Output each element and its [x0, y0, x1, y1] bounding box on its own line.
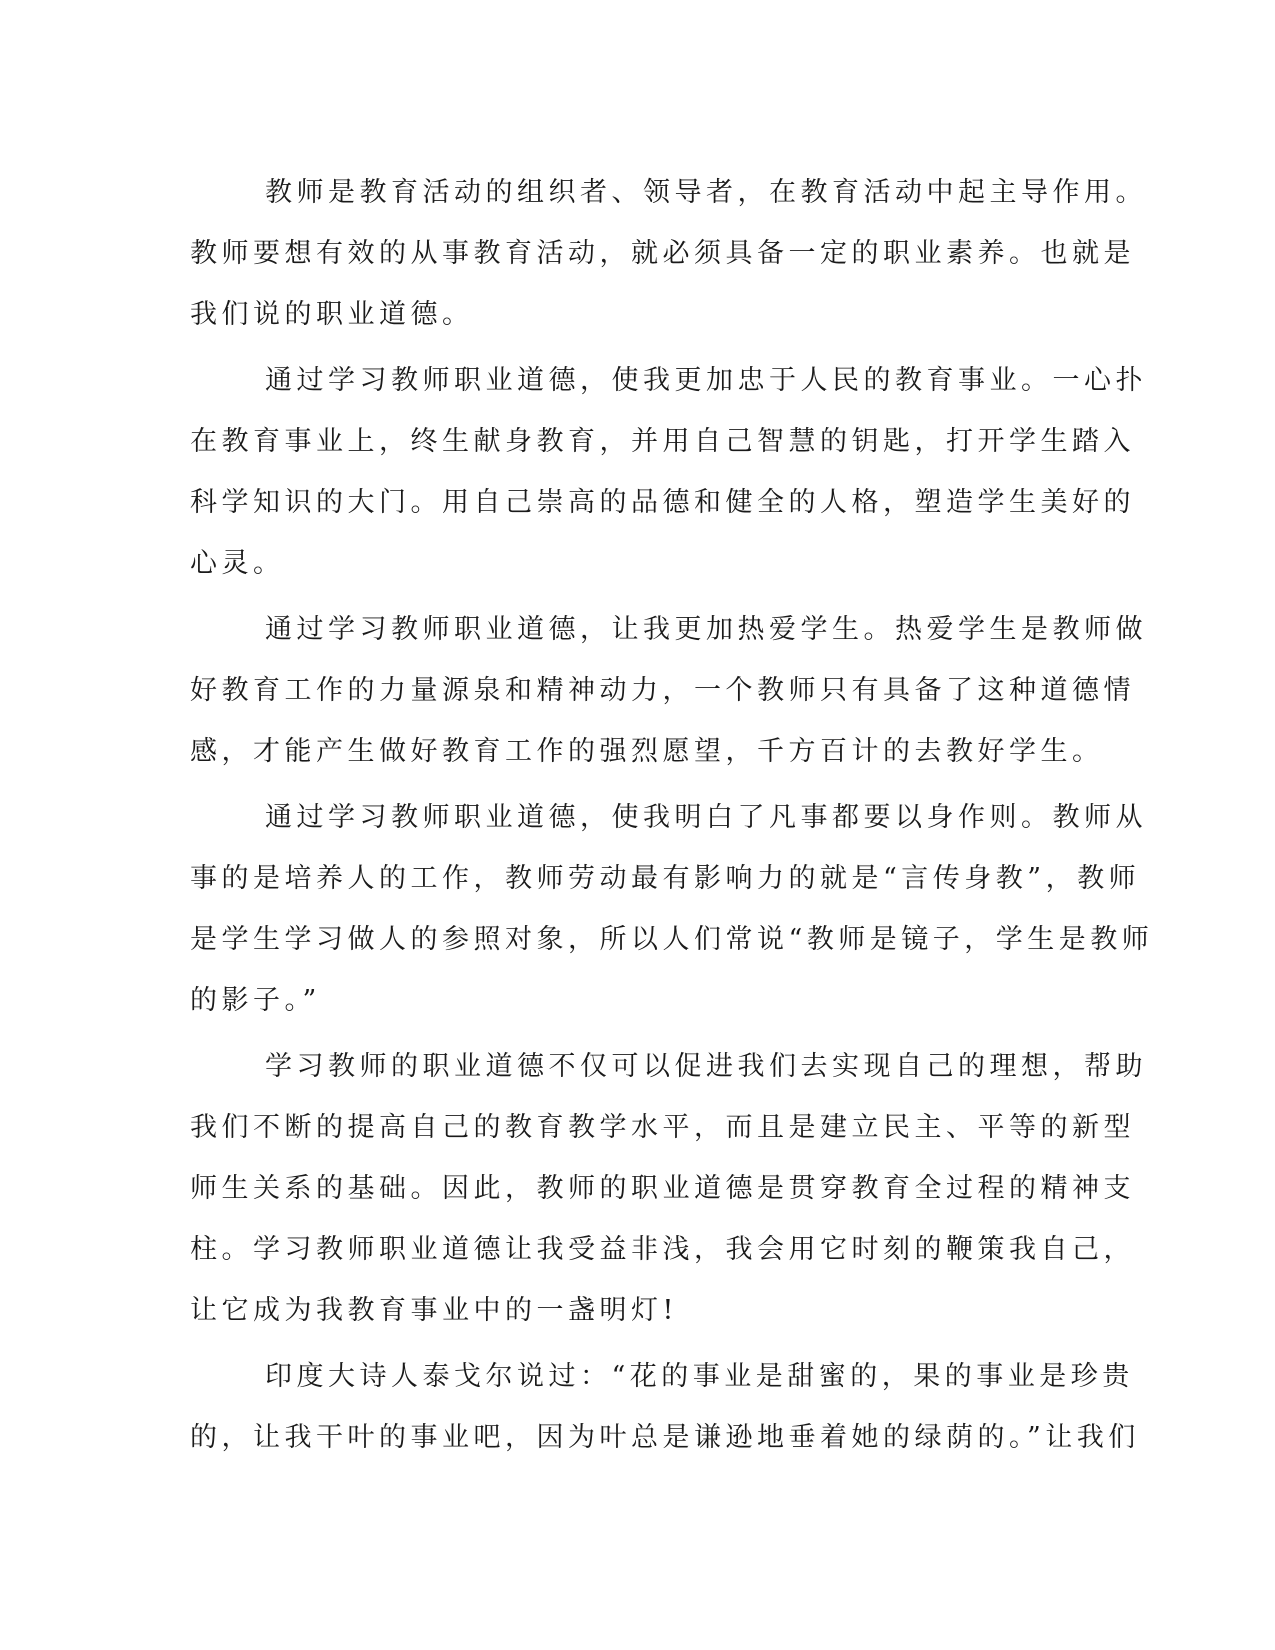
text-line: 柱。学习教师职业道德让我受益非浅，我会用它时刻的鞭策我自己， — [190, 1234, 1135, 1265]
paragraph-4 — [190, 787, 1154, 1031]
text-line: 在教育事业上，终生献身教育，并用自己智慧的钥匙，打开学生踏入 — [190, 426, 1135, 457]
paragraph-2 — [190, 350, 1147, 594]
text-line: 的影子。” — [190, 985, 321, 1016]
text-line: 的，让我干叶的事业吧，因为叶总是谦逊地垂着她的绿荫的。”让我们 — [190, 1422, 1140, 1453]
text-line: 我们说的职业道德。 — [190, 299, 474, 330]
text-line: 好教育工作的力量源泉和精神动力，一个教师只有具备了这种道德情 — [190, 675, 1135, 706]
text-line: 通过学习教师职业道德，使我明白了凡事都要以身作则。教师从 — [265, 802, 1147, 833]
text-line: 师生关系的基础。因此，教师的职业道德是贯穿教育全过程的精神支 — [190, 1173, 1135, 1204]
body-text — [190, 162, 1154, 1468]
text-line: 让它成为我教育事业中的一盏明灯! — [190, 1295, 678, 1326]
text-line: 印度大诗人泰戈尔说过：“花的事业是甜蜜的，果的事业是珍贵 — [265, 1361, 1134, 1392]
text-line: 事的是培养人的工作，教师劳动最有影响力的就是“言传身教”，教师 — [190, 863, 1141, 894]
text-line: 教师要想有效的从事教育活动，就必须具备一定的职业素养。也就是 — [190, 238, 1135, 269]
text-line: 是学生学习做人的参照对象，所以人们常说“教师是镜子，学生是教师 — [190, 924, 1154, 955]
paragraph-3 — [190, 599, 1147, 782]
text-line: 感，才能产生做好教育工作的强烈愿望，千方百计的去教好学生。 — [190, 736, 1104, 767]
text-line: 通过学习教师职业道德，使我更加忠于人民的教育事业。一心扑 — [265, 365, 1147, 396]
paragraph-6 — [190, 1346, 1140, 1468]
text-line: 心灵。 — [190, 548, 285, 579]
text-line: 通过学习教师职业道德，让我更加热爱学生。热爱学生是教师做 — [265, 614, 1147, 645]
text-line: 学习教师的职业道德不仅可以促进我们去实现自己的理想，帮助 — [265, 1051, 1147, 1082]
paragraph-1 — [190, 162, 1147, 345]
text-line: 教师是教育活动的组织者、领导者，在教育活动中起主导作用。 — [265, 177, 1147, 208]
paragraph-5 — [190, 1036, 1147, 1341]
text-line: 我们不断的提高自己的教育教学水平，而且是建立民主、平等的新型 — [190, 1112, 1135, 1143]
text-line: 科学知识的大门。用自己崇高的品德和健全的人格，塑造学生美好的 — [190, 487, 1135, 518]
